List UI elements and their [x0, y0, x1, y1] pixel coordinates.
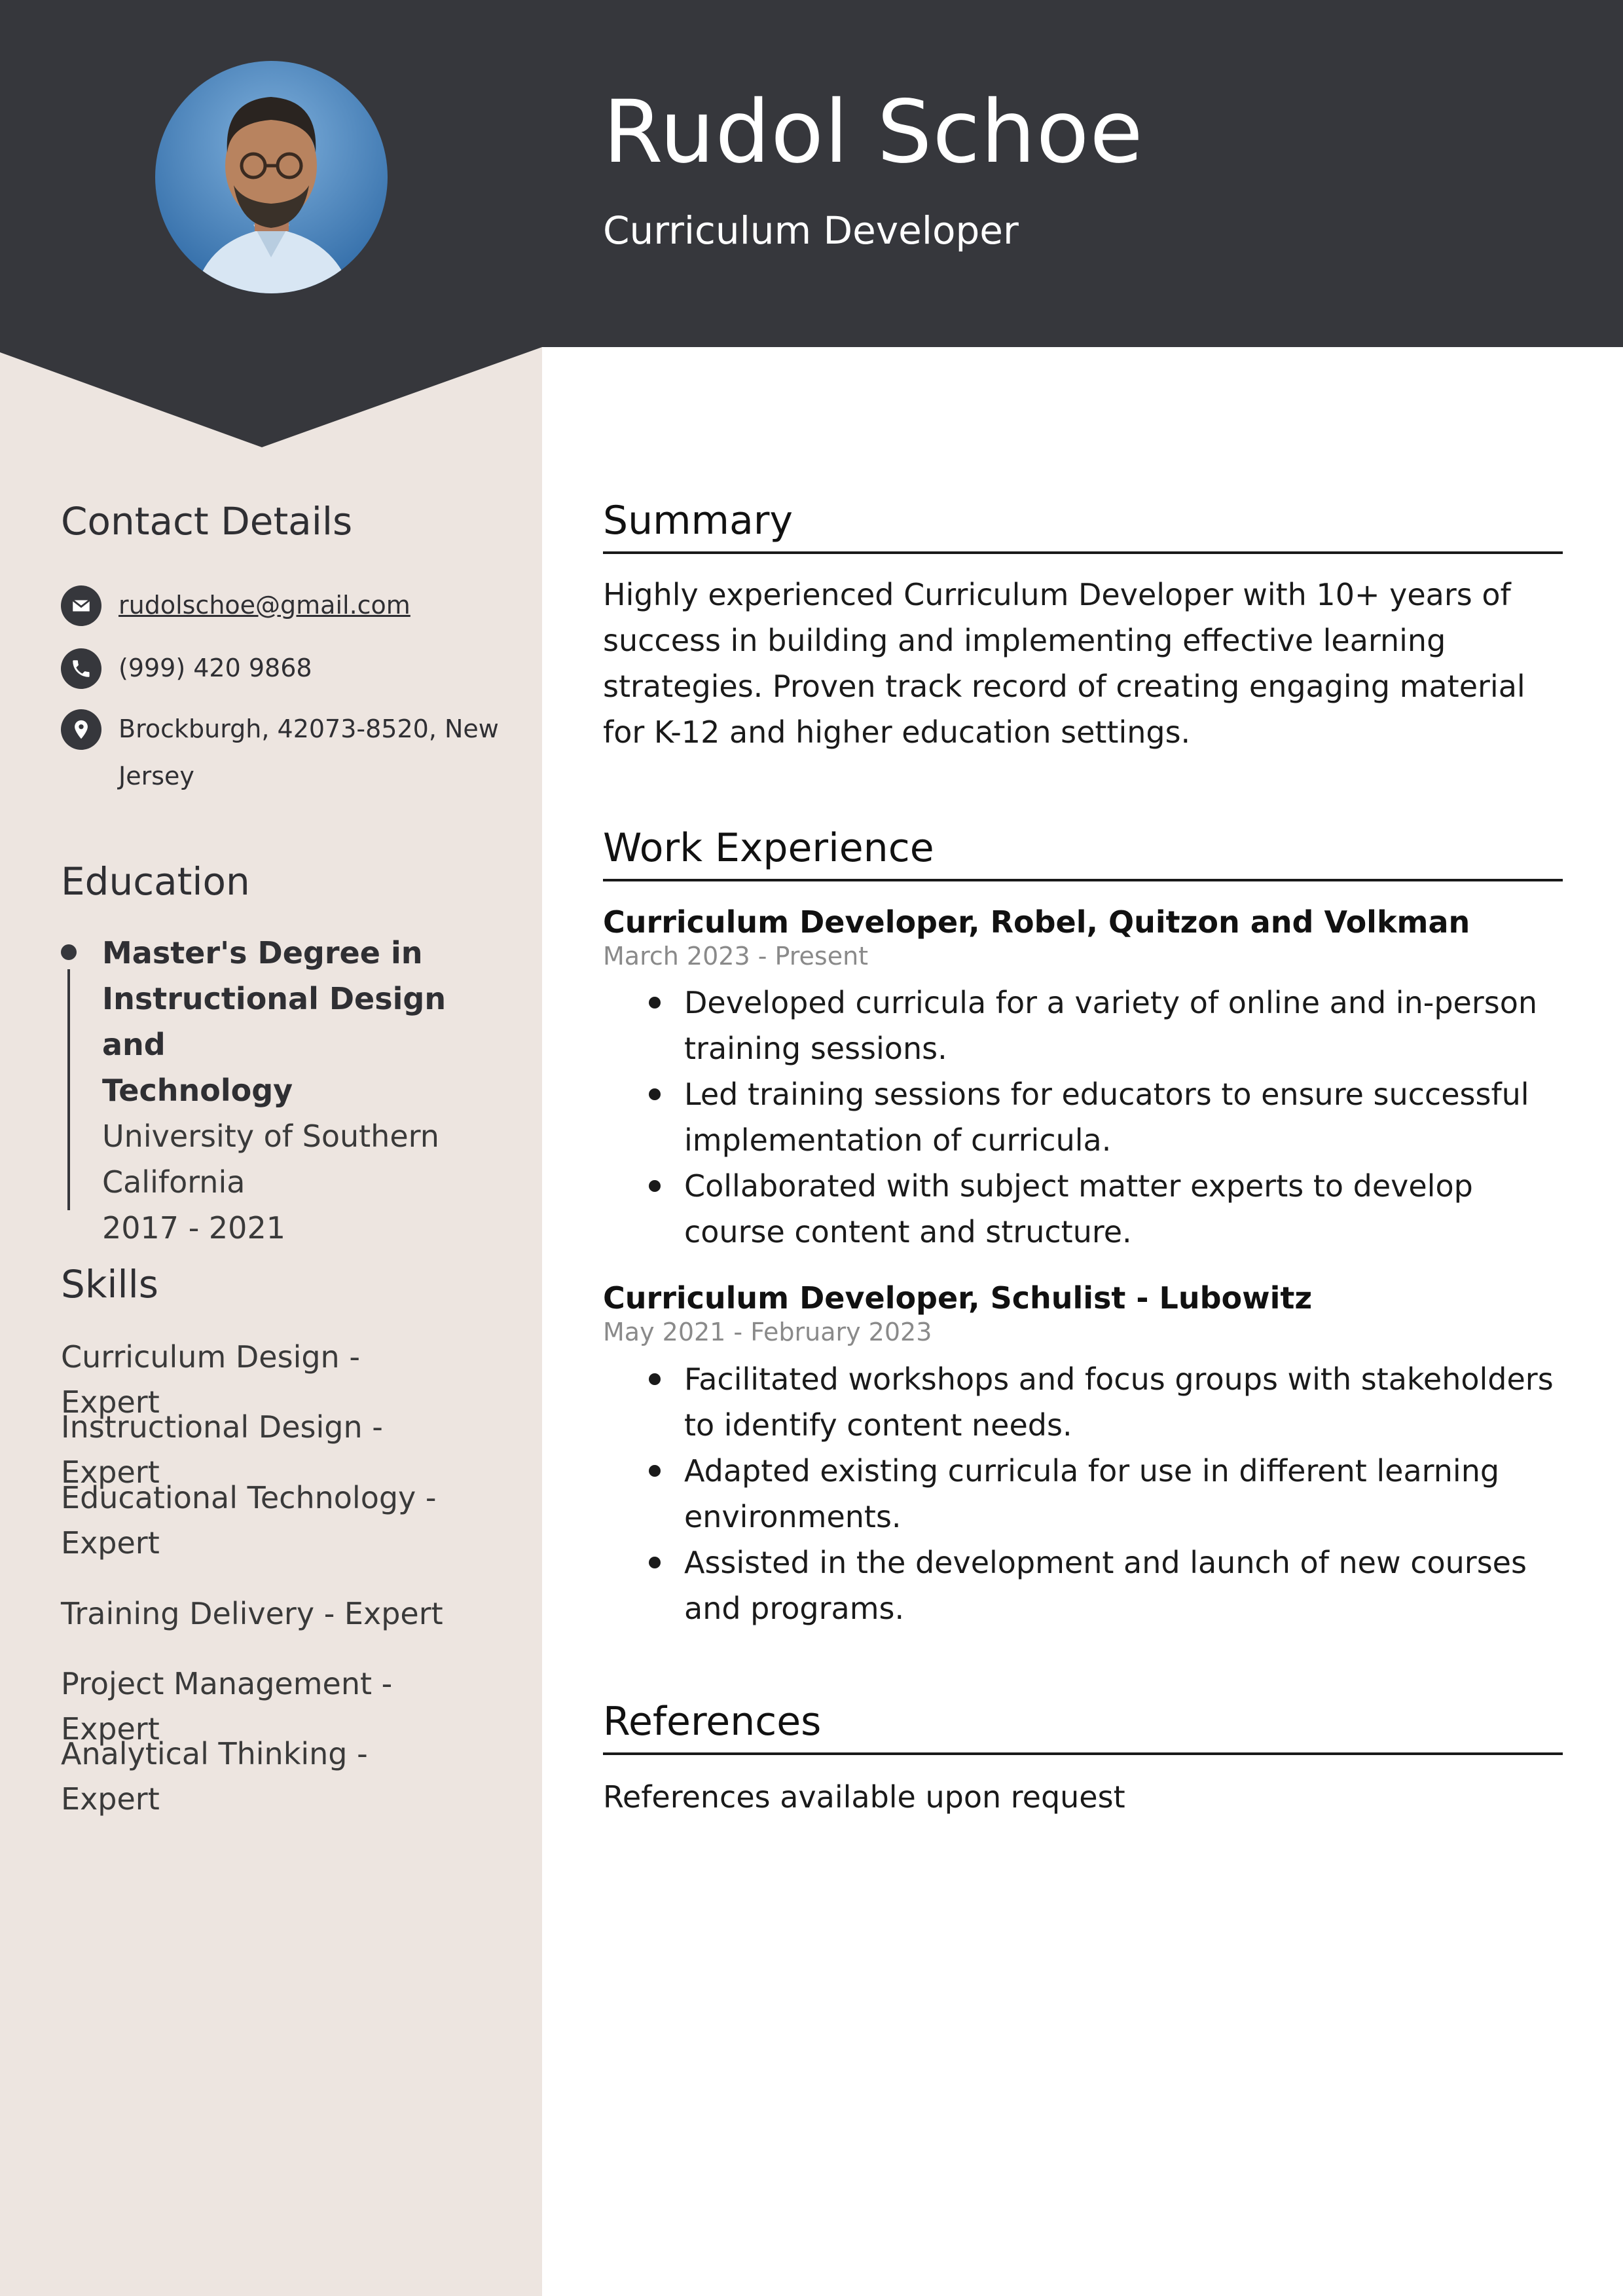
skills-heading-wrap	[61, 1262, 480, 1306]
timeline-dot	[61, 944, 77, 960]
summary-text: Highly experienced Curriculum Developer with 10+ years of success in building and implementing effective learning strategies. Proven track record of creating engaging material for K-12 and higher education settings.	[603, 577, 1525, 750]
job-bullet	[603, 1540, 1563, 1631]
contact-section	[61, 499, 480, 544]
bullet-text: Developed curricula for a variety of online and in-person training sessions.	[684, 985, 1538, 1066]
candidate-name: Rudol Schoe	[603, 82, 1144, 183]
bullet-icon	[649, 1465, 661, 1477]
location-pin-icon	[61, 709, 101, 750]
email-link[interactable]: rudolschoe@gmail.com	[119, 591, 410, 620]
school-line-1: University of Southern	[102, 1119, 439, 1154]
skill-item: Analytical Thinking - Expert	[61, 1736, 368, 1817]
bullet-text: Led training sessions for educators to ensure successful implementation of curricula.	[684, 1077, 1529, 1158]
bullet-icon	[649, 1373, 661, 1385]
degree-line-1: Master's Degree in	[102, 935, 423, 971]
envelope-icon	[61, 585, 101, 626]
job-bullet	[603, 1071, 1563, 1163]
job-bullet	[603, 1448, 1563, 1540]
job-bullet	[603, 1163, 1563, 1255]
skill-item: Instructional Design - Expert	[61, 1409, 383, 1490]
school-line-2: California	[102, 1164, 246, 1200]
references-text: References available upon request	[603, 1779, 1125, 1815]
skill-item: Educational Technology -	[61, 1480, 437, 1515]
job-title: Curriculum Developer, Robel, Quitzon and Volkman	[603, 904, 1470, 940]
timeline-line	[67, 969, 70, 1210]
degree-line-2: Instructional Design and	[102, 981, 447, 1062]
bullet-text: Adapted existing curricula for use in different learning environments.	[684, 1453, 1500, 1534]
job-bullet	[603, 980, 1563, 1071]
skill-item: Training Delivery - Expert	[61, 1596, 443, 1631]
job-bullets	[603, 980, 1563, 1255]
job-dates: March 2023 - Present	[603, 942, 869, 971]
profile-photo	[155, 61, 388, 293]
references-heading: References	[603, 1696, 1563, 1755]
bullet-icon	[649, 1088, 661, 1100]
degree-line-3: Technology	[102, 1073, 293, 1108]
skill-item-continued: Expert	[61, 1525, 160, 1561]
address-line-2: Jersey	[119, 762, 194, 790]
job-bullet	[603, 1356, 1563, 1448]
skill-item: Project Management - Expert	[61, 1666, 393, 1747]
candidate-title: Curriculum Developer	[603, 208, 1019, 253]
portrait-image	[155, 61, 388, 293]
job-bullets	[603, 1356, 1563, 1631]
bullet-icon	[649, 1180, 661, 1192]
contact-address-row	[61, 709, 499, 800]
education-heading-wrap	[61, 859, 480, 904]
contact-email-row	[61, 585, 410, 629]
contact-heading: Contact Details	[61, 499, 353, 544]
address-line-1: Brockburgh, 42073-8520, New	[119, 714, 499, 743]
phone-icon	[61, 648, 101, 689]
job-title: Curriculum Developer, Schulist - Lubowitz	[603, 1280, 1313, 1316]
education-years: 2017 - 2021	[102, 1210, 285, 1246]
bullet-icon	[649, 997, 661, 1009]
contact-phone-row	[61, 648, 312, 692]
skills-heading: Skills	[61, 1262, 158, 1306]
summary-heading: Summary	[603, 495, 1563, 554]
phone-number: (999) 420 9868	[119, 654, 312, 682]
job-dates: May 2021 - February 2023	[603, 1318, 932, 1346]
bullet-text: Assisted in the development and launch of new courses and programs.	[684, 1545, 1527, 1626]
education-heading: Education	[61, 859, 250, 904]
skill-item: Curriculum Design - Expert	[61, 1339, 360, 1420]
bullet-text: Facilitated workshops and focus groups with stakeholders to identify content needs.	[684, 1361, 1554, 1443]
work-experience-heading: Work Experience	[603, 823, 1563, 881]
bullet-icon	[649, 1557, 661, 1568]
header-chevron	[0, 346, 542, 447]
bullet-text: Collaborated with subject matter experts to develop course content and structure.	[684, 1168, 1473, 1250]
